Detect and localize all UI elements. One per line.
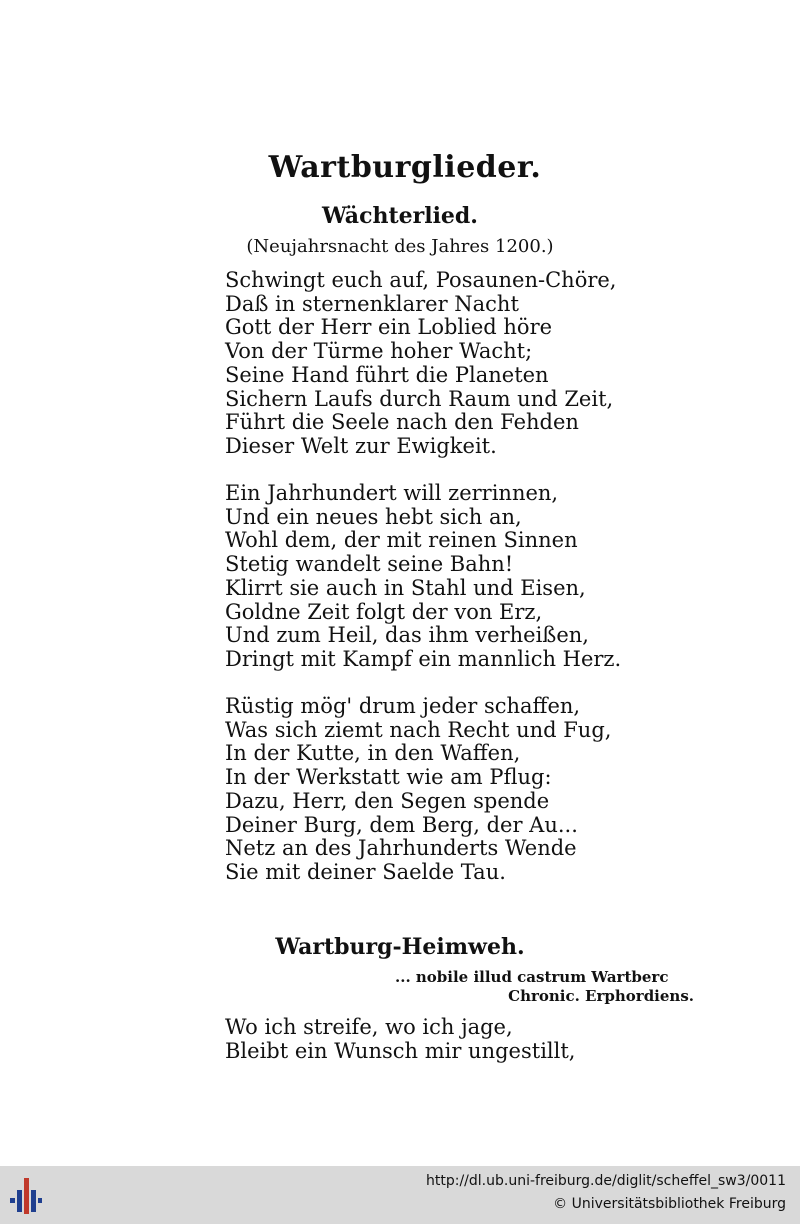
- verse-line: Sie mit deiner Saelde Tau.: [225, 859, 506, 884]
- footer-bar: [0, 1166, 800, 1224]
- verse-line: Rüstig mög' drum jeder schaffen,: [225, 694, 581, 718]
- verse-line: Gott der Herr ein Loblied höre: [225, 315, 553, 340]
- verse-line: Seine Hand führt die Planeten: [225, 362, 549, 387]
- verse-line: Deiner Burg, dem Berg, der Au...: [225, 812, 578, 837]
- verse-line: Dringt mit Kampf ein mannlich Herz.: [225, 646, 622, 671]
- verse-line: Dieser Welt zur Ewigkeit.: [225, 433, 497, 458]
- stanza-4: [225, 1016, 575, 1063]
- footer-copyright: © Universitätsbibliothek Freiburg: [553, 1196, 786, 1212]
- verse-line: Und ein neues hebt sich an,: [225, 504, 522, 529]
- verse-line: Sichern Laufs durch Raum und Zeit,: [225, 386, 614, 411]
- verse-line: Daß in sternenklarer Nacht: [225, 291, 519, 316]
- verse-line: Stetig wandelt seine Bahn!: [225, 552, 514, 577]
- page-title: Wartburglieder.: [268, 150, 542, 185]
- epigraph: [395, 968, 700, 1006]
- verse-line: Was sich ziemt nach Recht und Fug,: [225, 717, 612, 742]
- verse-line: Und zum Heil, das ihm verheißen,: [225, 623, 589, 648]
- verse-line: Goldne Zeit folgt der von Erz,: [225, 599, 543, 624]
- verse-line: Von der Türme hoher Wacht;: [225, 339, 533, 364]
- verse-line: Dazu, Herr, den Segen spende: [225, 788, 550, 813]
- ub-freiburg-logo-icon[interactable]: [10, 1176, 42, 1216]
- poem-subtitle: (Neujahrsnacht des Jahres 1200.): [246, 236, 554, 257]
- verse-line: Wo ich streife, wo ich jage,: [225, 1015, 513, 1039]
- verse-line: Führt die Seele nach den Fehden: [225, 410, 579, 435]
- verse-line: In der Werkstatt wie am Pflug:: [225, 765, 552, 790]
- stanza-1: [225, 269, 616, 459]
- stanza-2: [225, 482, 621, 672]
- epigraph-source: Chronic. Erphordiens.: [508, 987, 694, 1005]
- verse-line: Wohl dem, der mit reinen Sinnen: [225, 528, 578, 553]
- verse-line: Netz an des Jahrhunderts Wende: [225, 836, 577, 861]
- verse-line: Bleibt ein Wunsch mir ungestillt,: [225, 1038, 576, 1063]
- poem-title-waechterlied: Wächterlied.: [322, 203, 478, 229]
- epigraph-quote: ... nobile illud castrum Wartberc: [395, 968, 669, 986]
- footer-url-link[interactable]: http://dl.ub.uni-freiburg.de/diglit/scheffel_sw3/0011: [426, 1173, 786, 1189]
- verse-line: In der Kutte, in den Waffen,: [225, 741, 521, 766]
- poem-title-wartburg-heimweh: Wartburg-Heimweh.: [275, 934, 525, 960]
- verse-line: Klirrt sie auch in Stahl und Eisen,: [225, 575, 586, 600]
- verse-line: Ein Jahrhundert will zerrinnen,: [225, 481, 559, 505]
- verse-line: Schwingt euch auf, Posaunen-Chöre,: [225, 268, 617, 292]
- stanza-3: [225, 695, 611, 885]
